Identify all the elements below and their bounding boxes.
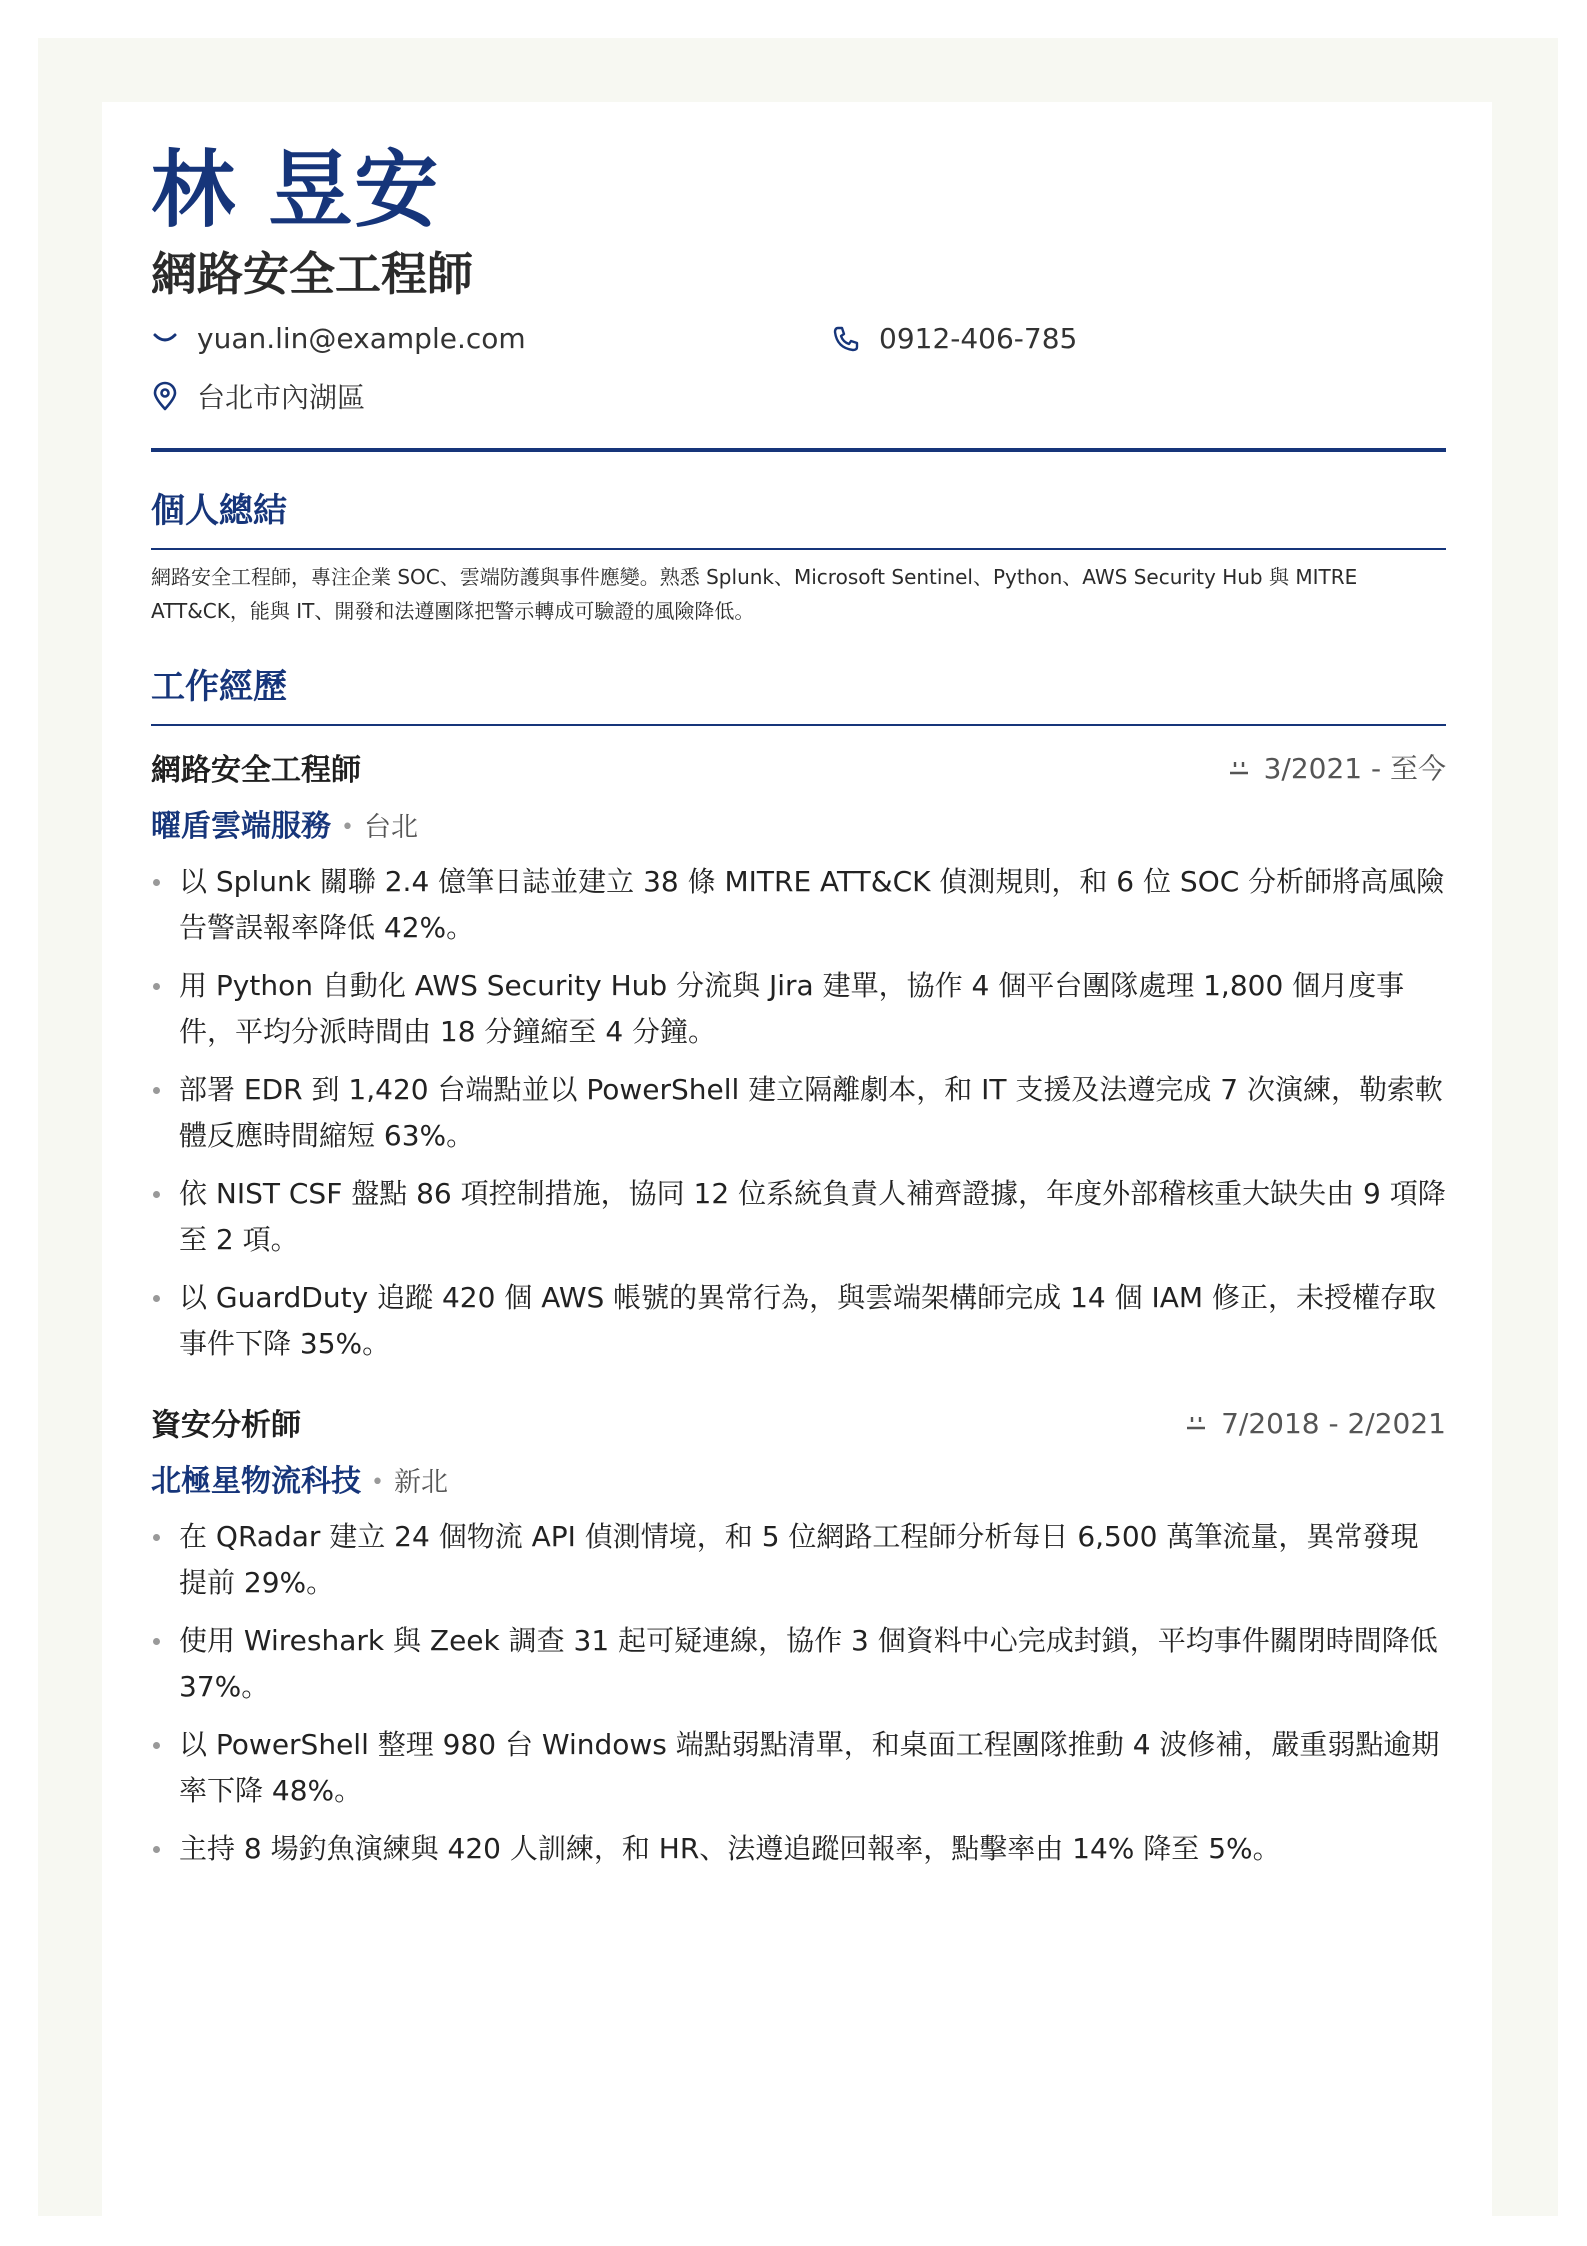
company-name: 曜盾雲端服務 [151, 809, 331, 844]
job-header [151, 1403, 1446, 1449]
achievement-item: 以 PowerShell 整理 980 台 Windows 端點弱點清單，和桌面工程團隊推動 4 波修補，嚴重弱點逾期率下降 48%。 [151, 1722, 1446, 1814]
experience-heading: 工作經歷 [151, 667, 287, 707]
map-pin-icon [151, 381, 179, 411]
achievement-list [151, 859, 1446, 1367]
achievement-item: 以 GuardDuty 追蹤 420 個 AWS 帳號的異常行為，與雲端架構師完成 14 個 IAM 修正，未授權存取事件下降 35%。 [151, 1275, 1446, 1367]
summary-text: 網路安全工程師，專注企業 SOC、雲端防護與事件應變。熟悉 Splunk、Microsoft Sentinel、Python、AWS Security Hub 與 MITRE ATT&CK，能與 IT、開發和法遵團隊把警示轉成可驗證的風險降低。 [151, 565, 1358, 623]
calendar-icon [1185, 1413, 1207, 1435]
job-company-line [151, 1459, 1446, 1506]
candidate-name: 林 昱安 [151, 141, 441, 239]
company-city: 新北 [393, 1467, 448, 1498]
company-name: 北極星物流科技 [151, 1464, 361, 1499]
phone-icon [831, 324, 861, 354]
job-dates [1185, 1403, 1446, 1445]
achievement-list [151, 1514, 1446, 1872]
achievement-item: 用 Python 自動化 AWS Security Hub 分流與 Jira 建單，協作 4 個平台團隊處理 1,800 個月度事件，平均分派時間由 18 分鐘縮至 4 分鐘。 [151, 963, 1446, 1055]
calendar-icon [1228, 758, 1250, 780]
company-city: 台北 [363, 812, 418, 843]
achievement-item: 在 QRadar 建立 24 個物流 API 偵測情境，和 5 位網路工程師分析每日 6,500 萬筆流量，異常發現提前 29%。 [151, 1514, 1446, 1606]
candidate-title: 網路安全工程師 [151, 247, 473, 301]
separator-dot: • [341, 814, 354, 840]
job-dates-text: 3/2021 - 至今 [1263, 752, 1446, 785]
achievement-item: 使用 Wireshark 與 Zeek 調查 31 起可疑連線，協作 3 個資料中心完成封鎖，平均事件關閉時間降低 37%。 [151, 1618, 1446, 1710]
job-dates [1228, 748, 1446, 790]
location-text: 台北市內湖區 [197, 381, 366, 414]
achievement-item: 以 Splunk 關聯 2.4 億筆日誌並建立 38 條 MITRE ATT&CK 偵測規則，和 6 位 SOC 分析師將高風險告警誤報率降低 42%。 [151, 859, 1446, 951]
contact-info [151, 322, 1446, 442]
header-divider [151, 448, 1446, 452]
summary-heading: 個人總結 [151, 491, 287, 531]
experience-section [151, 664, 1446, 1872]
contact-phone[interactable] [831, 322, 1077, 355]
phone-text: 0912-406-785 [879, 322, 1078, 355]
chevron-down-icon [151, 325, 179, 353]
job-role: 網路安全工程師 [151, 753, 361, 788]
contact-location [151, 376, 365, 416]
job-entry [151, 1403, 1446, 1872]
resume-content [151, 140, 1446, 1884]
experience-divider [151, 724, 1446, 726]
achievement-item: 依 NIST CSF 盤點 86 項控制措施，協同 12 位系統負責人補齊證據，年度外部稽核重大缺失由 9 項降至 2 項。 [151, 1171, 1446, 1263]
job-role: 資安分析師 [151, 1408, 301, 1443]
achievement-item: 主持 8 場釣魚演練與 420 人訓練，和 HR、法遵追蹤回報率，點擊率由 14% 降至 5%。 [151, 1826, 1446, 1872]
job-dates-text: 7/2018 - 2/2021 [1221, 1407, 1446, 1440]
email-text: yuan.lin@example.com [197, 322, 526, 355]
summary-divider [151, 548, 1446, 550]
job-company-line [151, 804, 1446, 851]
job-header [151, 748, 1446, 794]
job-entry [151, 748, 1446, 1367]
achievement-item: 部署 EDR 到 1,420 台端點並以 PowerShell 建立隔離劇本，和 IT 支援及法遵完成 7 次演練，勒索軟體反應時間縮短 63%。 [151, 1067, 1446, 1159]
contact-email[interactable] [151, 322, 526, 355]
separator-dot: • [371, 1469, 384, 1495]
summary-section [151, 488, 1446, 628]
